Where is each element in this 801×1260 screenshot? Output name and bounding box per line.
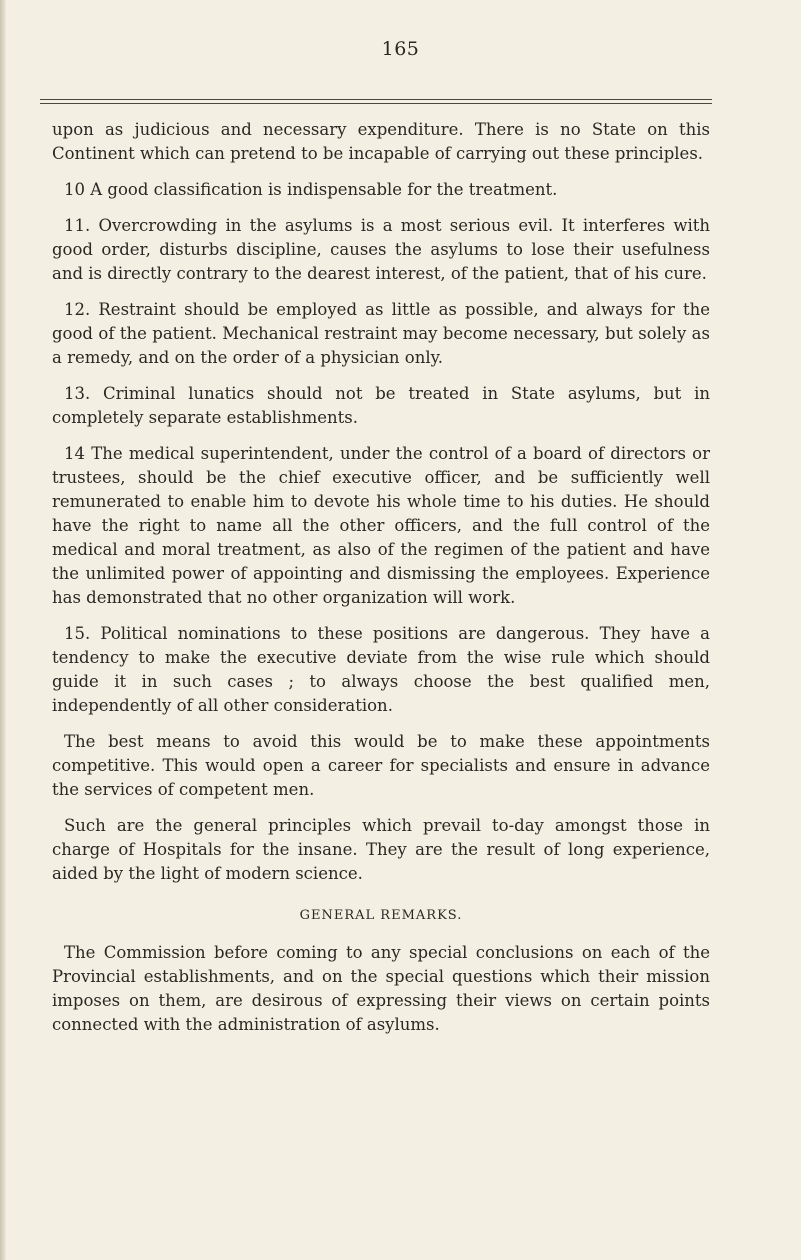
header-rule-top xyxy=(40,99,712,100)
paragraph-item-10: 10 A good classification is indispensable for the treatment. xyxy=(64,180,558,199)
paragraph-commission: The Commission before coming to any special conclusions on each of the Provincial establishments, and on the special questions which their mission imposes on them, are desirous of expressing their views on certain points connected with the administration of asylums. xyxy=(52,943,710,1034)
paragraph-item-14: 14 The medical superintendent, under the control of a board of directors or trustees, should be the chief executive officer, and be sufficiently well remunerated to enable him to devote his whole time to his duties. He should have the right to name all the other officers, and the full control of the medical and moral treatment, as also of the regimen of the patient and have the unlimited power of appointing and dismissing the employees. Experience has demonstrated that no other organization will work. xyxy=(52,444,710,607)
paragraph-continued: upon as judicious and necessary expenditure. There is no State on this Continent which can pretend to be incapable of carrying out these principles. xyxy=(52,120,710,163)
section-heading: GENERAL REMARKS. xyxy=(299,908,463,923)
paragraph-principles: Such are the general principles which prevail to-day amongst those in charge of Hospitals for the insane. They are the result of long experience, aided by the light of modern science. xyxy=(52,816,710,883)
paragraph-item-12: 12. Restraint should be employed as little as possible, and always for the good of the patient. Mechanical restraint may become necessary, but solely as a remedy, and on the order of a physician only. xyxy=(52,300,710,367)
page-body xyxy=(52,118,710,1049)
paragraph-item-13: 13. Criminal lunatics should not be treated in State asylums, but in completely separate establishments. xyxy=(52,384,710,427)
page-edge xyxy=(0,0,6,1260)
header-rule-bottom xyxy=(40,103,712,104)
page-number: 165 xyxy=(381,38,420,60)
paragraph-competitive: The best means to avoid this would be to make these appointments competitive. This would open a career for specialists and ensure in advance the services of competent men. xyxy=(52,732,710,799)
paragraph-item-11: 11. Overcrowding in the asylums is a most serious evil. It interferes with good order, disturbs discipline, causes the asylums to lose their usefulness and is directly contrary to the dearest interest, of the patient, that of his cure. xyxy=(52,216,710,283)
paragraph-item-15: 15. Political nominations to these positions are dangerous. They have a tendency to make the executive deviate from the wise rule which should guide it in such cases ; to always choose the best qualified men, independently of all other consideration. xyxy=(52,624,710,715)
